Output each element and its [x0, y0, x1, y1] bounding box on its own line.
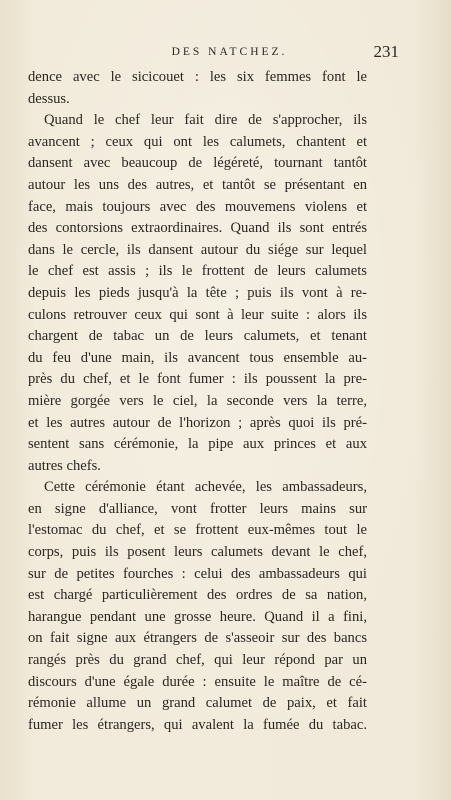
text-line: Cette cérémonie étant achevée, les ambassadeurs, — [44, 479, 367, 496]
text-line: corps, puis ils posent leurs calumets devant le chef, — [28, 544, 367, 561]
text-line: le chef est assis ; ils le frottent de leurs calumets — [28, 263, 367, 280]
text-line: des contorsions extraordinaires. Quand ils sont entrés — [28, 220, 367, 237]
text-line: on fait signe aux étrangers de s'asseoir sur des bancs — [28, 630, 367, 647]
text-line: dessus. — [28, 90, 70, 107]
text-line: sentent sans cérémonie, la pipe aux princes et aux — [28, 436, 367, 453]
text-line: autres chefs. — [28, 457, 101, 474]
text-line: sur de petites fourches : celui des ambassadeurs qui — [28, 565, 367, 582]
text-line: rémonie allume un grand calumet de paix, et fait — [28, 695, 367, 712]
text-line: et les autres autour de l'horizon ; après quoi ils pré- — [28, 414, 367, 431]
text-line: harangue pendant une grosse heure. Quand il a fini, — [28, 608, 367, 625]
text-line: est chargé particulièrement des ordres de sa nation, — [28, 587, 367, 604]
text-line: discours d'une égale durée : ensuite le maître de cé- — [28, 673, 367, 690]
text-line: culons retrouver ceux qui sont à leur suite : alors ils — [28, 306, 367, 323]
page-number: 231 — [373, 42, 399, 61]
text-line: avancent ; ceux qui ont les calumets, chantent et — [28, 133, 367, 150]
running-title: DES NATCHEZ. — [171, 46, 288, 58]
text-line: depuis les pieds jusqu'à la tête ; puis ils vont à re- — [28, 284, 367, 301]
text-line: près du chef, et le font fumer : ils poussent la pre- — [28, 371, 367, 388]
text-line: face, mais toujours avec des mouvemens violens et — [28, 198, 367, 215]
text-line: l'estomac du chef, et se frottent eux-mêmes tout le — [28, 522, 367, 539]
text-line: fumer les étrangers, qui avalent la fumée du tabac. — [28, 716, 367, 733]
text-line: dansent avec beaucoup de légéreté, tournant tantôt — [28, 155, 367, 172]
text-line: dans le cercle, ils dansent autour du siége sur lequel — [28, 241, 367, 258]
body-text — [28, 67, 367, 736]
running-head — [60, 42, 399, 64]
text-line: autour les uns des autres, et tantôt se présentant en — [28, 176, 367, 193]
text-line: Quand le chef leur fait dire de s'approcher, ils — [44, 112, 367, 129]
text-line: chargent de tabac un de leurs calumets, et tenant — [28, 328, 367, 345]
text-line: en signe d'alliance, vont frotter leurs mains sur — [28, 500, 367, 517]
text-line: dence avec le sicicouet : les six femmes font le — [28, 69, 367, 85]
text-line: rangés près du grand chef, qui leur répond par un — [28, 652, 367, 669]
text-line: mière gorgée vers le ciel, la seconde vers la terre, — [28, 392, 367, 409]
text-line: du feu d'une main, ils avancent tous ensemble au- — [28, 349, 367, 366]
